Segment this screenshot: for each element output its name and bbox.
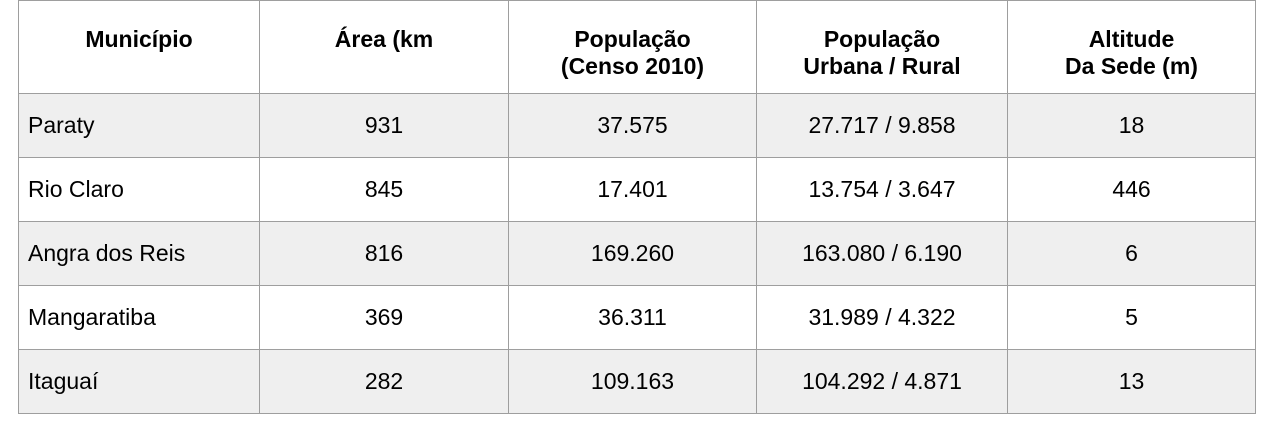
cell-municipio: Mangaratiba: [19, 286, 260, 350]
table-header: [19, 1, 1256, 94]
table-row: [19, 94, 1256, 158]
cell-altitude: 5: [1008, 286, 1256, 350]
cell-area: 845: [260, 158, 509, 222]
cell-municipio: Angra dos Reis: [19, 222, 260, 286]
header-municipio: [19, 1, 260, 94]
cell-area: 931: [260, 94, 509, 158]
cell-municipio: Paraty: [19, 94, 260, 158]
table-row: [19, 350, 1256, 414]
cell-urbana-rural: 163.080 / 6.190: [757, 222, 1008, 286]
header-altitude: [1008, 1, 1256, 94]
table-row: [19, 286, 1256, 350]
municipios-table-container: [18, 0, 1255, 414]
cell-populacao: 36.311: [509, 286, 757, 350]
header-area: [260, 1, 509, 94]
cell-altitude: 446: [1008, 158, 1256, 222]
header-area-line-1: Área (km: [334, 26, 434, 52]
cell-populacao: 169.260: [509, 222, 757, 286]
cell-urbana-rural: 13.754 / 3.647: [757, 158, 1008, 222]
cell-urbana-rural: 31.989 / 4.322: [757, 286, 1008, 350]
cell-municipio: Rio Claro: [19, 158, 260, 222]
cell-area: 282: [260, 350, 509, 414]
header-populacao: [509, 1, 757, 94]
cell-area: 369: [260, 286, 509, 350]
cell-populacao: 109.163: [509, 350, 757, 414]
cell-area: 816: [260, 222, 509, 286]
table-row: [19, 158, 1256, 222]
header-urbana-rural-line-1: População: [823, 26, 941, 52]
header-altitude-line-1: Altitude: [1088, 26, 1175, 52]
header-altitude-line-2: Da Sede (m): [1065, 53, 1198, 79]
cell-altitude: 6: [1008, 222, 1256, 286]
cell-urbana-rural: 27.717 / 9.858: [757, 94, 1008, 158]
header-urbana-rural-line-2: Urbana / Rural: [803, 53, 961, 79]
municipios-table: [18, 0, 1256, 414]
header-populacao-line-2: (Censo 2010): [560, 53, 705, 79]
header-row: [19, 1, 1256, 94]
header-municipio-line-1: Município: [85, 26, 193, 52]
header-urbana-rural: [757, 1, 1008, 94]
cell-altitude: 18: [1008, 94, 1256, 158]
cell-municipio: Itaguaí: [19, 350, 260, 414]
cell-populacao: 37.575: [509, 94, 757, 158]
header-populacao-line-1: População: [574, 26, 691, 52]
cell-altitude: 13: [1008, 350, 1256, 414]
table-body: [19, 94, 1256, 414]
table-row: [19, 222, 1256, 286]
cell-urbana-rural: 104.292 / 4.871: [757, 350, 1008, 414]
cell-populacao: 17.401: [509, 158, 757, 222]
